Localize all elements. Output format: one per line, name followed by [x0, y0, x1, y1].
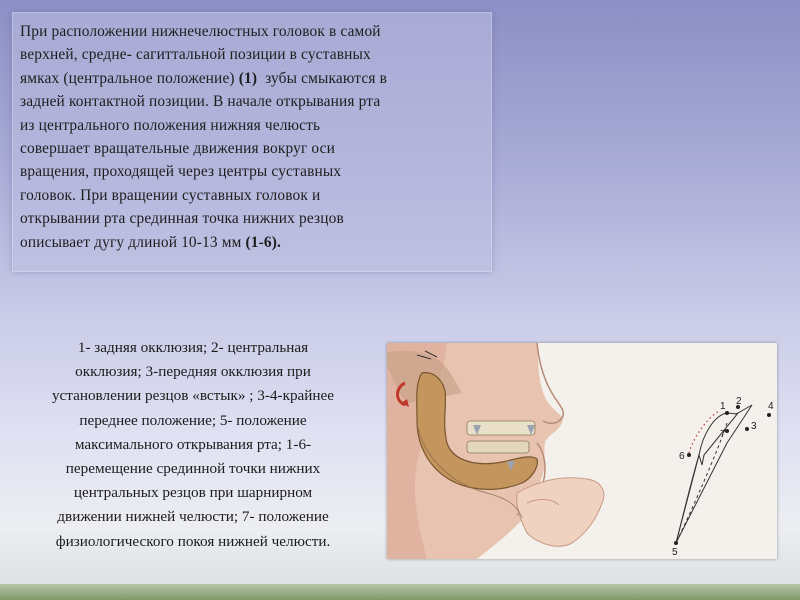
- point-marker: [674, 541, 678, 545]
- main-text-line: вращения, проходящей через центры суставных: [20, 163, 342, 181]
- caption-line: 1- задняя окклюзия; 2- центральная: [77, 339, 309, 356]
- point-label-2: 2: [736, 396, 742, 407]
- main-text-line: головок. При вращении суставных головок и: [20, 186, 321, 204]
- arc-1-6-dotted: [689, 411, 719, 453]
- main-text-line: [20, 231, 490, 254]
- jaw-movement-diagram: [387, 343, 777, 559]
- figure-caption: [4, 336, 382, 554]
- main-text-line: открывании рта срединная точка нижних резцов: [20, 210, 344, 228]
- caption-line: установлении резцов «встык» ; 3-4-крайнее: [51, 387, 335, 405]
- main-text-span: ямках (центральное положение): [20, 69, 239, 87]
- point-label-3: 3: [751, 421, 757, 432]
- point-marker: [687, 453, 691, 457]
- main-text-span: описывает дугу длиной 10-13 мм: [20, 233, 246, 251]
- envelope-outline: [676, 405, 752, 543]
- lower-teeth: [467, 441, 529, 453]
- range-1-6-reference: (1-6).: [245, 233, 282, 251]
- hinge-arc: [676, 455, 699, 543]
- caption-line: максимального открывания рта; 1-6-: [74, 435, 312, 453]
- point-marker: [767, 413, 771, 417]
- point-label-1: 1: [720, 401, 726, 412]
- caption-line: центральных резцов при шарнирном: [73, 484, 313, 502]
- main-text-span: зубы смыкаются в: [257, 69, 387, 87]
- point-marker: [725, 429, 729, 433]
- point-label-4: 4: [768, 401, 774, 412]
- position-1-reference: (1): [238, 69, 258, 87]
- hand: [517, 478, 604, 546]
- point-label-7: 7: [720, 429, 726, 440]
- caption-line: физиологического покоя нижней челюсти.: [55, 532, 331, 550]
- main-text-line: При расположении нижнечелюстных головок в самой: [20, 23, 381, 40]
- main-paragraph: [20, 20, 490, 254]
- caption-line: переднее положение; 5- положение: [79, 411, 307, 429]
- caption-line: движении нижней челюсти; 7- положение: [57, 508, 329, 526]
- main-text-line: из центрального положения нижняя челюсть: [20, 116, 321, 134]
- main-text-line: задней контактной позиции. В начале открывания рта: [20, 93, 381, 111]
- jaw-illustration: [387, 343, 777, 559]
- envelope-upper: [699, 413, 738, 455]
- rest-path-dashed: [676, 423, 727, 543]
- point-label-5: 5: [672, 547, 678, 558]
- main-text-line: [20, 67, 490, 90]
- movement-envelope: [672, 396, 774, 558]
- point-marker: [725, 411, 729, 415]
- bottom-strip: [0, 584, 800, 600]
- main-text-line: совершает вращательные движения вокруг оси: [20, 140, 336, 158]
- point-marker: [745, 427, 749, 431]
- point-label-6: 6: [679, 451, 685, 462]
- caption-line: перемещение срединной точки нижних: [65, 460, 321, 478]
- main-text-line: верхней, средне- сагиттальной позиции в суставных: [20, 46, 371, 64]
- caption-line: окклюзия; 3-передняя окклюзия при: [75, 363, 311, 381]
